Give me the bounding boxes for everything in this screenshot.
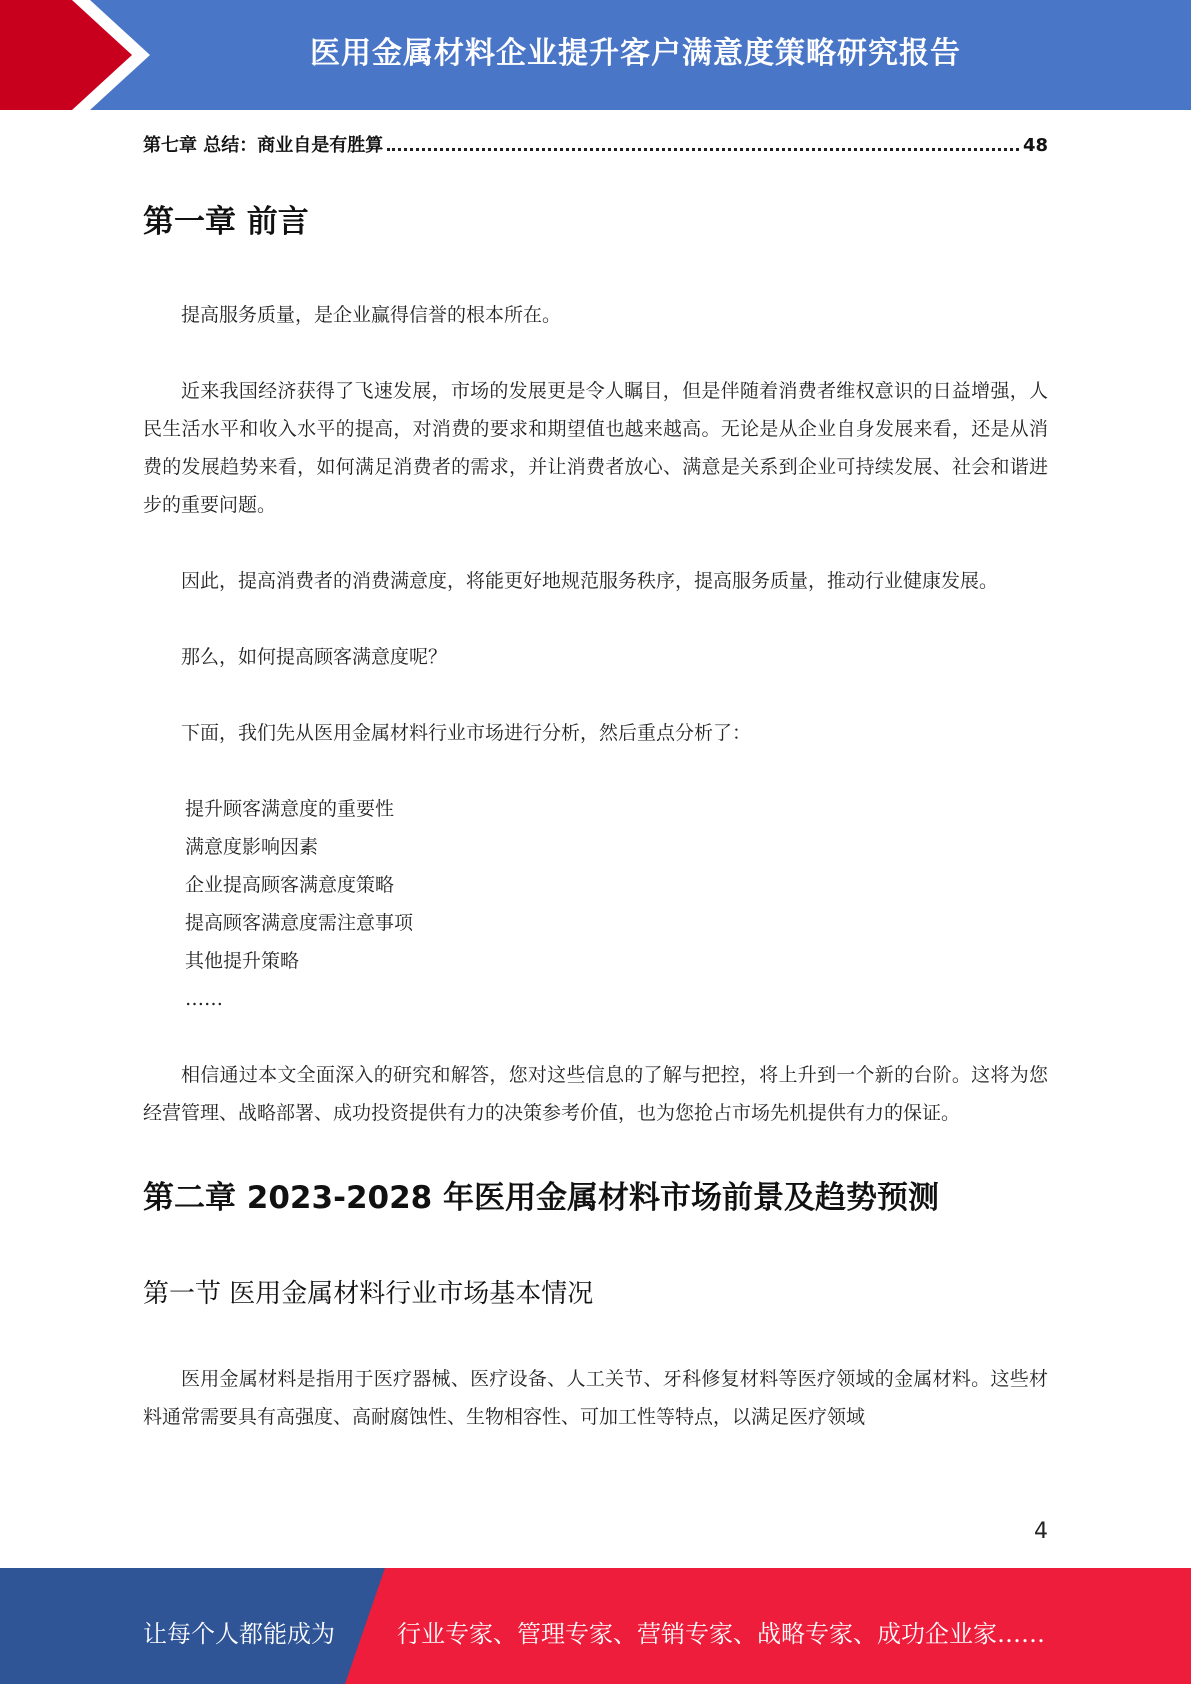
page-header [0,0,1191,110]
chapter-1-paragraph-6: 相信通过本文全面深入的研究和解答，您对这些信息的了解与把控，将上升到一个新的台阶。这将为您经营管理、战略部署、成功投资提供有力的决策参考价值，也为您抢占市场先机提供有力的保证。 [143,1064,1048,1124]
footer-slogan-right: 行业专家、管理专家、营销专家、战略专家、成功企业家…… [397,1620,1045,1648]
list-item: 满意度影响因素 [185,836,319,858]
report-title: 医用金属材料企业提升客户满意度策略研究报告 [310,36,961,71]
footer-slogan-left: 让每个人都能成为 [143,1620,335,1648]
list-item: 其他提升策略 [185,950,300,972]
toc-entry-page: 48 [1022,135,1048,156]
analysis-topic-list [143,790,1048,1018]
chapter-1-title: 第一章 前言 [143,204,309,240]
main-content [143,198,1048,1436]
chapter-2-title: 第二章 2023-2028 年医用金属材料市场前景及趋势预测 [143,1180,940,1216]
list-item: …… [185,988,223,1010]
header-red-arrow-shape [0,0,150,110]
list-item: 企业提高顾客满意度策略 [185,874,395,896]
list-item: 提升顾客满意度的重要性 [185,798,395,820]
page-footer [0,1568,1191,1684]
chapter-2-paragraph-1: 医用金属材料是指用于医疗器械、医疗设备、人工关节、牙科修复材料等医疗领域的金属材料。这些材料通常需要具有高强度、高耐腐蚀性、生物相容性、可加工性等特点，以满足医疗领域 [143,1368,1048,1428]
toc-leader-dots [387,148,1019,151]
chapter-1-paragraph-5: 下面，我们先从医用金属材料行业市场进行分析，然后重点分析了： [181,722,752,744]
chapter-1-paragraph-2: 近来我国经济获得了飞速发展，市场的发展更是令人瞩目，但是伴随着消费者维权意识的日益增强，人民生活水平和收入水平的提高，对消费的要求和期望值也越来越高。无论是从企业自身发展来看，还是从消费的发展趋势来看，如何满足消费者的需求，并让消费者放心、满意是关系到企业可持续发展、社会和谐进步的重要问题。 [143,380,1048,516]
chapter-1-paragraph-3: 因此，提高消费者的消费满意度，将能更好地规范服务秩序，提高服务质量，推动行业健康发展。 [181,570,999,592]
toc-entry[interactable] [143,131,1048,157]
page-number: 4 [1034,1519,1048,1544]
chapter-1-paragraph-1: 提高服务质量，是企业赢得信誉的根本所在。 [181,304,562,326]
section-1-title: 第一节 医用金属材料行业市场基本情况 [143,1279,594,1309]
chapter-1-paragraph-4: 那么，如何提高顾客满意度呢？ [181,646,448,668]
toc-entry-label: 第七章 总结：商业自是有胜算 [143,135,384,156]
list-item: 提高顾客满意度需注意事项 [185,912,414,934]
